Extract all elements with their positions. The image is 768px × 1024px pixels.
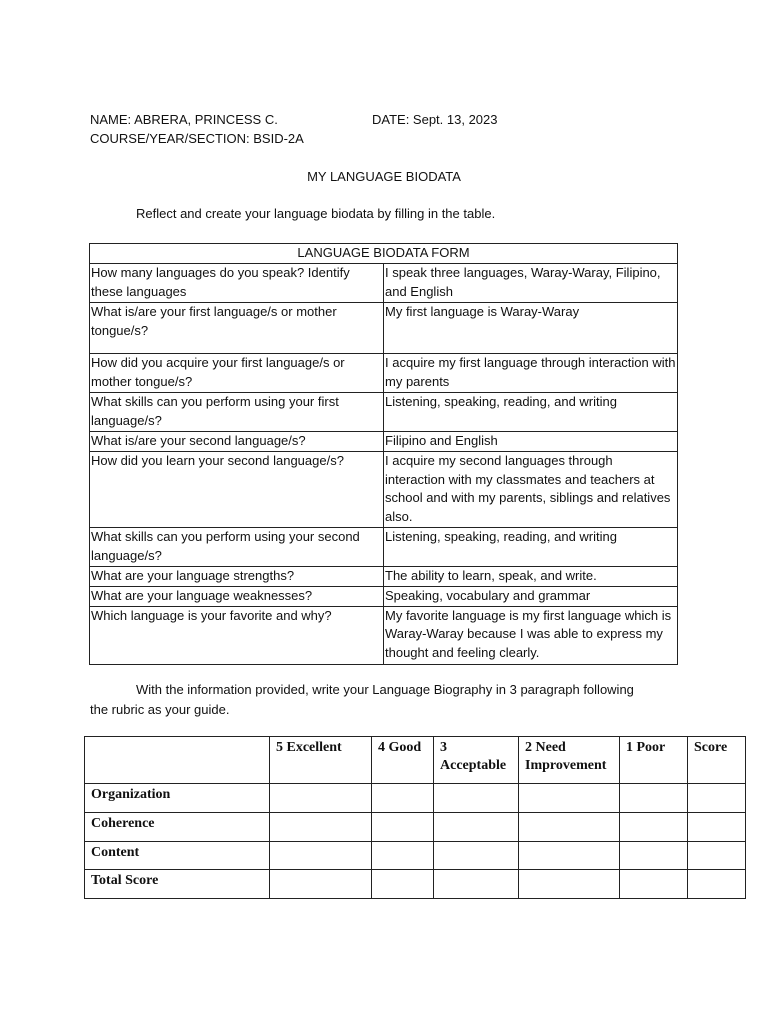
rubric-table [84, 736, 746, 899]
table-row [90, 432, 678, 452]
table-row [85, 784, 746, 813]
score-cell [688, 842, 746, 870]
student-name: NAME: ABRERA, PRINCESS C. [90, 112, 278, 127]
score-cell [688, 870, 746, 899]
answer-cell: Listening, speaking, reading, and writing [384, 393, 678, 432]
question-cell: What skills can you perform using your first language/s? [90, 393, 384, 432]
question-cell: What is/are your second language/s? [90, 432, 384, 452]
question-cell: How many languages do you speak? Identify these languages [90, 264, 384, 303]
score-cell [688, 813, 746, 842]
table-row [90, 354, 678, 393]
question-cell: How did you learn your second language/s? [90, 452, 384, 528]
question-cell: What are your language strengths? [90, 567, 384, 587]
rubric-header-cell: Score [688, 737, 746, 784]
question-cell: Which language is your favorite and why? [90, 606, 384, 664]
answer-cell: I speak three languages, Waray-Waray, Filipino, and English [384, 264, 678, 303]
score-cell [519, 784, 620, 813]
score-cell [372, 870, 434, 899]
rubric-header-cell [85, 737, 270, 784]
score-cell [270, 784, 372, 813]
score-cell [372, 784, 434, 813]
score-cell [434, 813, 519, 842]
table-row [90, 264, 678, 303]
paragraph-line-2: the rubric as your guide. [90, 702, 230, 717]
score-cell [434, 842, 519, 870]
question-cell: What skills can you perform using your second language/s? [90, 528, 384, 567]
rubric-criterion: Coherence [85, 813, 270, 842]
question-cell: What is/are your first language/s or mother tongue/s? [90, 303, 384, 354]
score-cell [372, 842, 434, 870]
rubric-criterion: Total Score [85, 870, 270, 899]
answer-cell: My favorite language is my first language which is Waray-Waray because I was able to express my thought and feeling clearly. [384, 606, 678, 664]
score-cell [270, 870, 372, 899]
document-title: MY LANGUAGE BIODATA [307, 169, 461, 184]
rubric-header-cell: 1 Poor [620, 737, 688, 784]
score-cell [434, 784, 519, 813]
score-cell [620, 870, 688, 899]
table-row [90, 393, 678, 432]
score-cell [688, 784, 746, 813]
table-row [90, 606, 678, 664]
score-cell [519, 842, 620, 870]
score-cell [270, 813, 372, 842]
answer-cell: I acquire my second languages through interaction with my classmates and teachers at school and with my parents, siblings and relatives also. [384, 452, 678, 528]
answer-cell: I acquire my first language through interaction with my parents [384, 354, 678, 393]
table-row [90, 528, 678, 567]
table-row [90, 452, 678, 528]
biodata-table-heading: LANGUAGE BIODATA FORM [90, 244, 678, 264]
question-cell: What are your language weaknesses? [90, 587, 384, 607]
rubric-header-row [85, 737, 746, 784]
paragraph-line-1: With the information provided, write your Language Biography in 3 paragraph following [136, 682, 634, 697]
answer-cell: My first language is Waray-Waray [384, 303, 678, 354]
score-cell [270, 842, 372, 870]
language-biodata-table [89, 243, 678, 665]
table-row [90, 567, 678, 587]
instruction-text: Reflect and create your language biodata by filling in the table. [136, 206, 496, 221]
course-section: COURSE/YEAR/SECTION: BSID-2A [90, 131, 304, 146]
answer-cell: Filipino and English [384, 432, 678, 452]
rubric-criterion: Organization [85, 784, 270, 813]
table-row [90, 587, 678, 607]
table-row [90, 303, 678, 354]
answer-cell: Speaking, vocabulary and grammar [384, 587, 678, 607]
score-cell [620, 813, 688, 842]
rubric-header-cell: 2 Need Improvement [519, 737, 620, 784]
rubric-criterion: Content [85, 842, 270, 870]
rubric-header-cell: 3 Acceptable [434, 737, 519, 784]
rubric-header-cell: 5 Excellent [270, 737, 372, 784]
score-cell [519, 813, 620, 842]
score-cell [519, 870, 620, 899]
rubric-header-cell: 4 Good [372, 737, 434, 784]
question-cell: How did you acquire your first language/s or mother tongue/s? [90, 354, 384, 393]
table-row [85, 813, 746, 842]
answer-cell: Listening, speaking, reading, and writing [384, 528, 678, 567]
score-cell [620, 784, 688, 813]
table-row [85, 870, 746, 899]
score-cell [434, 870, 519, 899]
table-row [85, 842, 746, 870]
score-cell [620, 842, 688, 870]
score-cell [372, 813, 434, 842]
document-date: DATE: Sept. 13, 2023 [372, 112, 498, 127]
answer-cell: The ability to learn, speak, and write. [384, 567, 678, 587]
